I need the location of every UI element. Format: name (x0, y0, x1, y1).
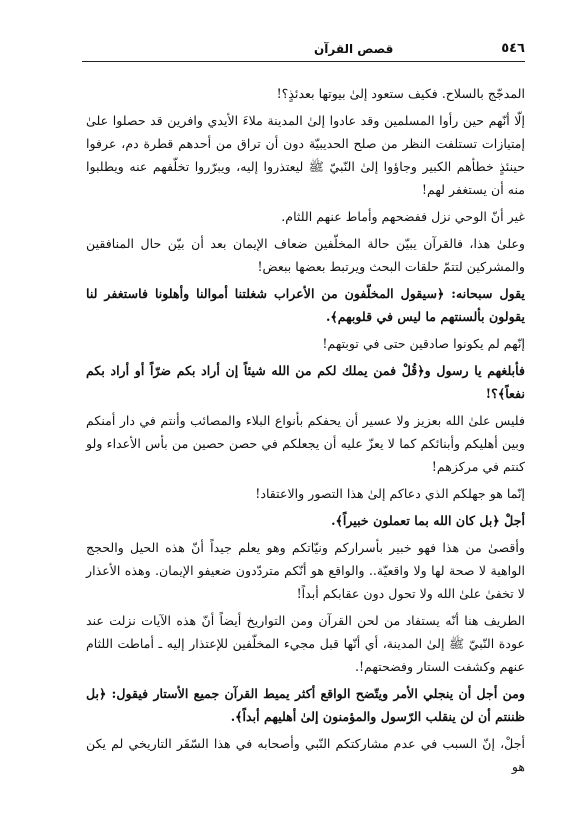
paragraph: المدجّج بالسلاح. فكيف ستعود إلىٰ بيوتها بعدئذٍ؟! (276, 86, 525, 101)
paragraph: إنّما هو جهلكم الذي دعاكم إلىٰ هذا التصور والاعتقاد! (255, 486, 525, 501)
page-number: ٥٤٦ (501, 41, 525, 56)
header-rule (82, 61, 525, 62)
verse-paragraph: أجلْ ﴿بل كان الله بما تعملون خبيراً﴾. (331, 513, 525, 528)
paragraph: فليس علىٰ الله بعزيز ولا عسير أن يحفكم بأنواع البلاء والمصائب وأنتم في دار أمنكم وبين أهليكم وأبنائكم كما لا يعزّ عليه أن يجعلكم في حصن حصين من بأس الأعداء ولو كنتم في مركزهم! (86, 413, 525, 474)
paragraph: إلّا أنّهم حين رأوا المسلمين وقد عادوا إلىٰ المدينة ملاءَ الأيدي وافرين قد حصلوا علىٰ إمتيازات تستلفت النظر من صلح الحديبيّة دون أن تراق من أحدهم قطرة دم، عرفوا حينئذٍ خطأهم الكبير وجاؤوا إلىٰ النّبيّ ﷺ ليعتذروا إليه، ويبرّروا تخلّفهم عنه ويطلبوا منه أن يستغفر لهم! (86, 113, 525, 197)
paragraph: غير أنّ الوحي نزل ففضحهم وأماط عنهم اللثام. (281, 209, 525, 224)
verse-paragraph: ومن أجل أن ينجلي الأمر ويتّضح الواقع أكثر يميط القرآن جميع الأستار فيقول: ﴿بل ظننتم أن لن ينقلب الرّسول والمؤمنون إلىٰ أهليهم أبداً﴾. (86, 686, 525, 724)
verse-paragraph: يقول سبحانه: ﴿سيقول المخلّفون من الأعراب شغلتنا أموالنا وأهلونا فاستغفر لنا يقولون بألسنتهم ما ليس في قلوبهم﴾. (86, 286, 525, 324)
running-header (82, 38, 525, 60)
paragraph: أجلْ، إنّ السبب في عدم مشاركتكم النّبي وأصحابه في هذا السّفَر التاريخي لم يكن هو (86, 736, 525, 774)
page-body (86, 82, 525, 814)
book-title: قصص القرآن (314, 42, 394, 56)
paragraph: وعلىٰ هذا، فالقرآن يبيّن حالة المخلّفين ضعاف الإيمان بعد أن بيّن حال المنافقين والمشركين لتتمّ حلقات البحث ويرتبط بعضها ببعض! (86, 236, 525, 274)
verse-paragraph: فأبلغهم يا رسول و﴿قُلْ فمن يملك لكم من الله شيئاً إن أراد بكم ضرّاً أو أراد بكم نفعاً﴾؟! (86, 363, 525, 401)
paragraph: إنّهم لم يكونوا صادقين حتى في توبتهم! (322, 336, 525, 351)
paragraph: الطريف هنا أنّه يستفاد من لحن القرآن ومن التواريخ أيضاً أنّ هذه الآيات نزلت عند عودة النّبيّ ﷺ إلىٰ المدينة، أي أنّها قبل مجيء المخلّفين للإعتذار إليه ـ أماطت اللثام عنهم وكشفت الستار وفضحتهم!. (86, 613, 525, 674)
paragraph: وأقصىٰ من هذا فهو خبير بأسراركم ونيّاتكم وهو يعلم جيداً أنّ هذه الحيل والحجج الواهية لا صحة لها ولا واقعيّة.. والواقع هو أنّكم متردّدون ضعيفو الإيمان. وهذه الأعذار لا تخفىٰ علىٰ الله ولا تحول دون عقابكم أبداً! (86, 540, 525, 601)
